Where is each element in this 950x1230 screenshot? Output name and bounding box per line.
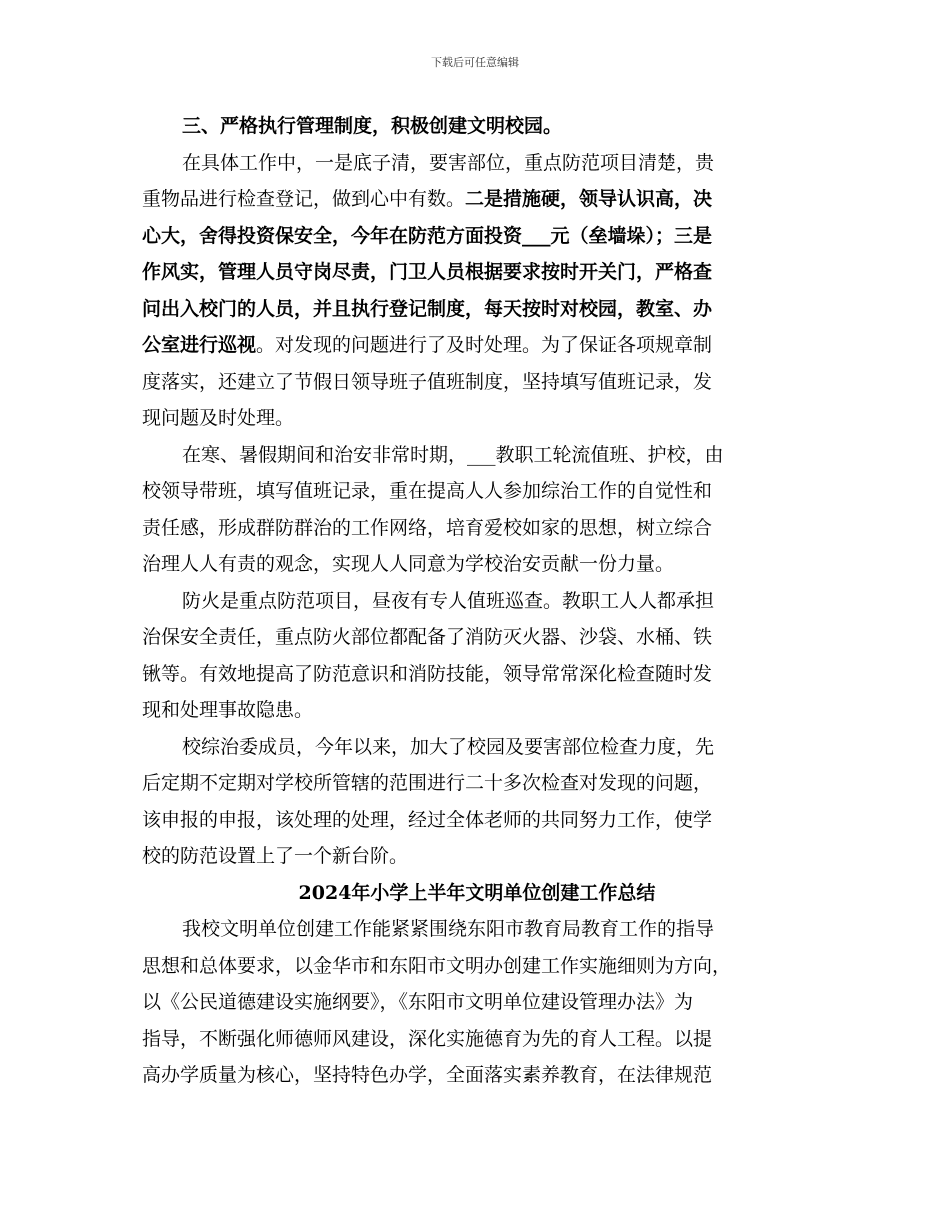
- text-run: 治保安全责任，重点防火部位都配备了消防灭火器、沙袋、水桶、铁: [142, 626, 713, 648]
- paragraph-line: [142, 729, 812, 766]
- paragraph-line: [142, 400, 812, 437]
- paragraph-line: [142, 838, 812, 875]
- text-run: 指导，不断强化师德师风建设，深化实施德育为先的育人工程。以提: [142, 1027, 713, 1050]
- text-run: 2024年小学上半年文明单位创建工作总结: [298, 881, 656, 904]
- paragraph-line: [142, 181, 812, 218]
- text-run: 度落实，还建立了节假日领导班子值班制度，坚持填写值班记录，发: [142, 370, 713, 393]
- section-heading: [142, 108, 812, 145]
- paragraph-line: [142, 546, 812, 583]
- text-run: 该申报的申报，该处理的处理，经过全体老师的共同努力工作，使学: [142, 808, 713, 831]
- paragraph-line: [142, 218, 812, 255]
- paragraph-line: [142, 656, 812, 693]
- text-run: 我校文明单位创建工作能紧紧围绕东阳市教育局教育工作的指导: [182, 918, 715, 940]
- paragraph-line: [142, 984, 812, 1021]
- document-title: [142, 875, 812, 912]
- paragraph-line: [142, 437, 812, 474]
- text-run: 思想和总体要求，以金华市和东阳市文明办创建工作实施细则为方向，: [142, 954, 732, 977]
- paragraph-line: [142, 1057, 812, 1094]
- bold-text-run: 心大，舍得投资保安全，今年在防范方面投资___元（垒墙垛）；三是: [142, 224, 713, 247]
- text-run: 防火是重点防范项目，昼夜有专人值班巡查。教职工人人都承担: [182, 589, 715, 612]
- text-run: 校领导带班，填写值班记录，重在提高人人参加综治工作的自觉性和: [142, 480, 713, 502]
- text-run: 在寒、暑假期间和治安非常时期，___教职工轮流值班、护校，由: [182, 443, 724, 466]
- text-run: 锹等。有效地提高了防范意识和消防技能，领导常常深化检查随时发: [142, 662, 713, 685]
- text-run: 三、严格执行管理制度，积极创建文明校园。: [182, 115, 563, 137]
- paragraph-line: [142, 473, 812, 510]
- text-run: 校综治委成员，今年以来，加大了校园及要害部位检查力度，先: [182, 735, 715, 758]
- text-run: 责任感，形成群防群治的工作网络，培育爱校如家的思想，树立综合: [142, 516, 713, 539]
- text-run: 现和处理事故隐患。: [142, 699, 314, 721]
- paragraph-line: [142, 327, 812, 364]
- paragraph-line: [142, 692, 812, 729]
- paragraph-line: [142, 364, 812, 401]
- text-run: 以《公民道德建设实施纲要》，《东阳市文明单位建设管理办法》为: [142, 991, 694, 1013]
- text-run: 后定期不定期对学校所管辖的范围进行二十多次检查对发现的问题，: [142, 772, 713, 794]
- bold-text-run: 公室进行巡视: [142, 334, 257, 356]
- text-run: 治理人人有责的观念，实现人人同意为学校治安贡献一份力量。: [142, 553, 675, 575]
- text-run: 现问题及时处理。: [142, 407, 295, 429]
- paragraph-line: [142, 619, 812, 656]
- bold-text-run: 问出入校门的人员，并且执行登记制度，每天按时对校园，教室、办: [142, 297, 713, 320]
- page-header: 下载后可任意编辑: [431, 56, 519, 69]
- text-run: 重物品进行检查登记，做到心中有数。: [142, 188, 466, 210]
- bold-text-run: 作风实，管理人员守岗尽责，门卫人员根据要求按时开关门，严格查: [142, 261, 713, 283]
- text-run: 校的防范设置上了一个新台阶。: [142, 845, 409, 867]
- text-run: 高办学质量为核心，坚持特色办学，全面落实素养教育，在法律规范: [142, 1064, 713, 1086]
- paragraph-line: [142, 948, 812, 985]
- paragraph-line: [142, 510, 812, 547]
- paragraph-line: [142, 802, 812, 839]
- paragraph-line: [142, 765, 812, 802]
- paragraph-line: [142, 254, 812, 291]
- document-body: [142, 108, 812, 1094]
- text-run: 。对发现的问题进行了及时处理。为了保证各项规章制: [256, 334, 713, 356]
- paragraph-line: [142, 291, 812, 328]
- bold-text-run: 二是措施硬，领导认识高，决: [465, 188, 713, 210]
- text-run: 在具体工作中，一是底子清，要害部位，重点防范项目清楚，贵: [182, 151, 715, 174]
- paragraph-line: [142, 145, 812, 182]
- paragraph-line: [142, 1021, 812, 1058]
- paragraph-line: [142, 583, 812, 620]
- paragraph-line: [142, 911, 812, 948]
